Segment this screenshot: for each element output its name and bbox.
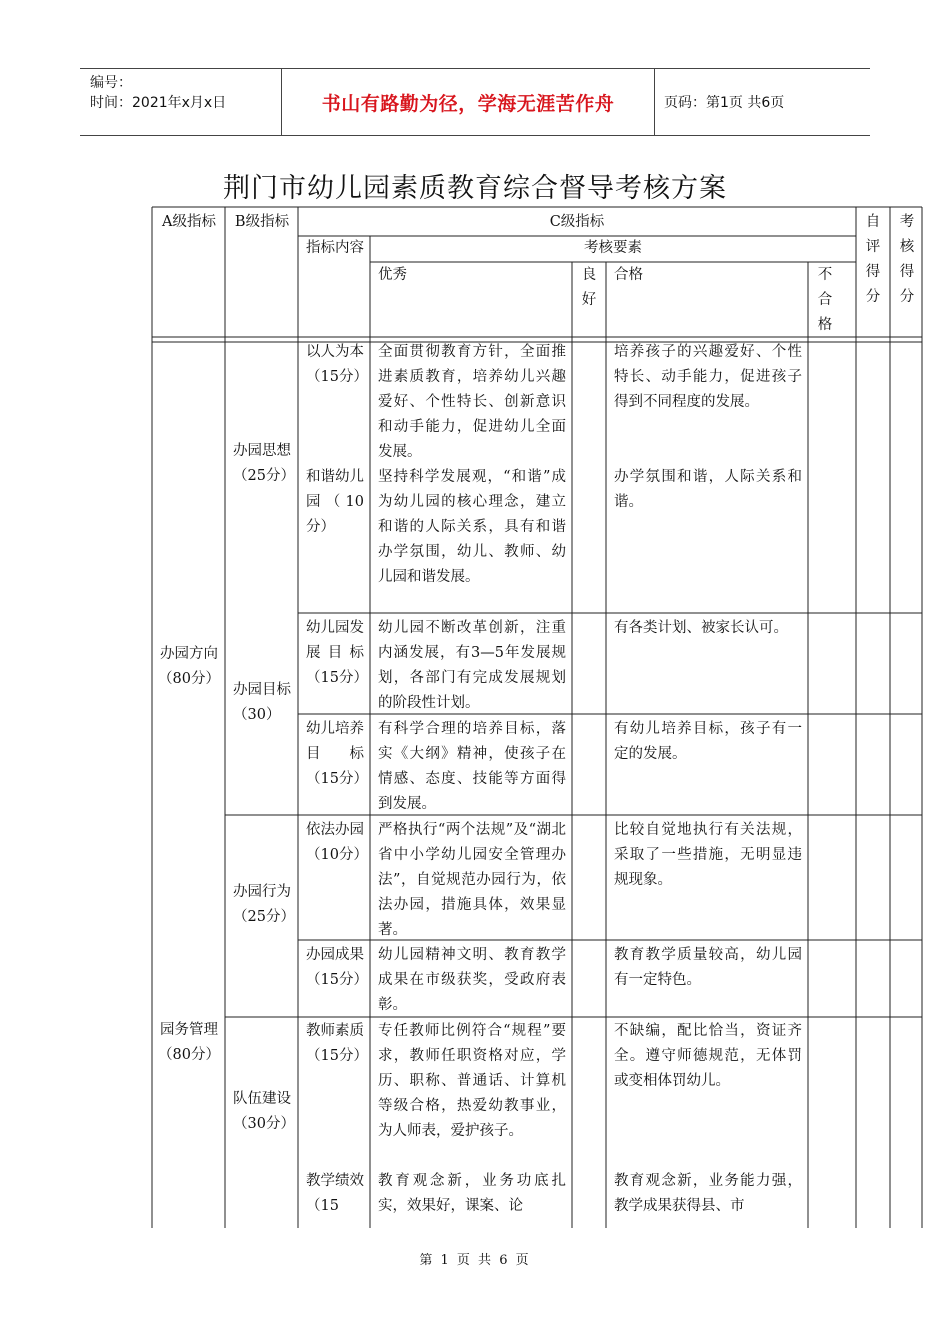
b-item-goal: 办园目标（30） [233,682,291,723]
row-excellent: 严格执行“两个法规”及“湖北省中小学幼儿园安全管理办法”，自觉规范办园行为，依法办园，措施具体，效果显著。 [378,822,566,938]
row-content: 依法办园（10分） [306,822,368,863]
row-content: 教学绩效（15 [306,1173,364,1214]
row-pass: 办学氛围和谐，人际关系和谐。 [614,469,802,510]
row-pass: 培养孩子的兴趣爱好、个性特长、动手能力，促进孩子得到不同程度的发展。 [614,344,802,410]
header-self-score: 自评得分 [865,214,881,305]
row-content: 以人为本（15分） [306,344,368,385]
row-content: 办园成果（15分） [306,947,368,988]
document-title: 荆门市幼儿园素质教育综合督导考核方案 [223,173,727,204]
header-fail: 不合格 [817,267,833,333]
page-footer: 第 1 页 共 6 页 [419,1253,531,1268]
header-good: 良好 [581,267,597,308]
row-excellent: 有科学合理的培养目标，落实《大纲》精神，使孩子在情感、态度、技能等方面得到发展。 [378,721,566,812]
row-excellent: 专任教师比例符合“规程”要求，教师任职资格对应，学历、职称、普通话、计算机等级合格，热爱幼教事业，为人师表，爱护孩子。 [378,1023,566,1139]
row-excellent: 幼儿园精神文明、教育教学成果在市级获奖，受政府表彰。 [378,947,566,1013]
header-excellent: 优秀 [378,267,407,283]
row-pass: 不缺编，配比恰当，资证齐全。遵守师德规范，无体罚或变相体罚幼儿。 [614,1023,802,1089]
row-excellent: 幼儿园不断改革创新，注重内涵发展，有3—5年发展规划，各部门有完成发展规划的阶段性计划。 [378,620,566,711]
header-motto: 书山有路勤为径，学海无涯苦作舟 [282,69,655,135]
b-item-philosophy: 办园思想（25分） [233,443,295,484]
header-c-level: C级指标 [549,214,605,230]
header-content: 指标内容 [306,240,364,256]
header-criteria: 考核要素 [584,240,642,256]
row-content: 幼儿培养目标（15分） [306,721,368,787]
header-a-level: A级指标 [162,214,216,230]
date-label: 时间：2021年x月x日 [90,95,227,111]
row-pass: 比较自觉地执行有关法规，采取了一些措施，无明显违规现象。 [614,822,802,888]
a-item-management: 园务管理（80分） [158,1022,220,1063]
row-content: 幼儿园发展目标（15分） [306,620,368,686]
row-pass: 教育教学质量较高，幼儿园有一定特色。 [614,947,802,988]
row-excellent: 全面贯彻教育方针，全面推进素质教育，培养幼儿兴趣爱好、个性特长、创新意识和动手能力，促进幼儿全面发展。 [378,344,566,460]
row-pass: 有各类计划、被家长认可。 [614,620,788,636]
b-item-behavior: 办园行为（25分） [233,884,295,925]
row-content: 教师素质（15分） [306,1023,368,1064]
serial-label: 编号： [90,75,132,91]
header-exam-score: 考核得分 [899,214,915,305]
page-header [80,68,870,136]
row-excellent: 坚持科学发展观，“和谐”成为幼儿园的核心理念，建立和谐的人际关系，具有和谐办学氛围，幼儿、教师、幼儿园和谐发展。 [378,469,566,585]
header-meta [80,69,282,135]
row-pass: 有幼儿培养目标，孩子有一定的发展。 [614,721,802,762]
a-item-direction: 办园方向（80分） [158,646,220,687]
b-item-team: 队伍建设（30分） [233,1091,295,1132]
row-pass: 教育观念新，业务能力强，教学成果获得县、市 [614,1173,802,1214]
header-pass: 合格 [614,267,643,283]
row-content: 和谐幼儿园（10分） [306,469,364,535]
header-page-info: 页码：第1页 共6页 [664,95,785,111]
header-b-level: B级指标 [234,214,290,230]
row-excellent: 教育观念新，业务功底扎实，效果好，课案、论 [378,1173,566,1214]
